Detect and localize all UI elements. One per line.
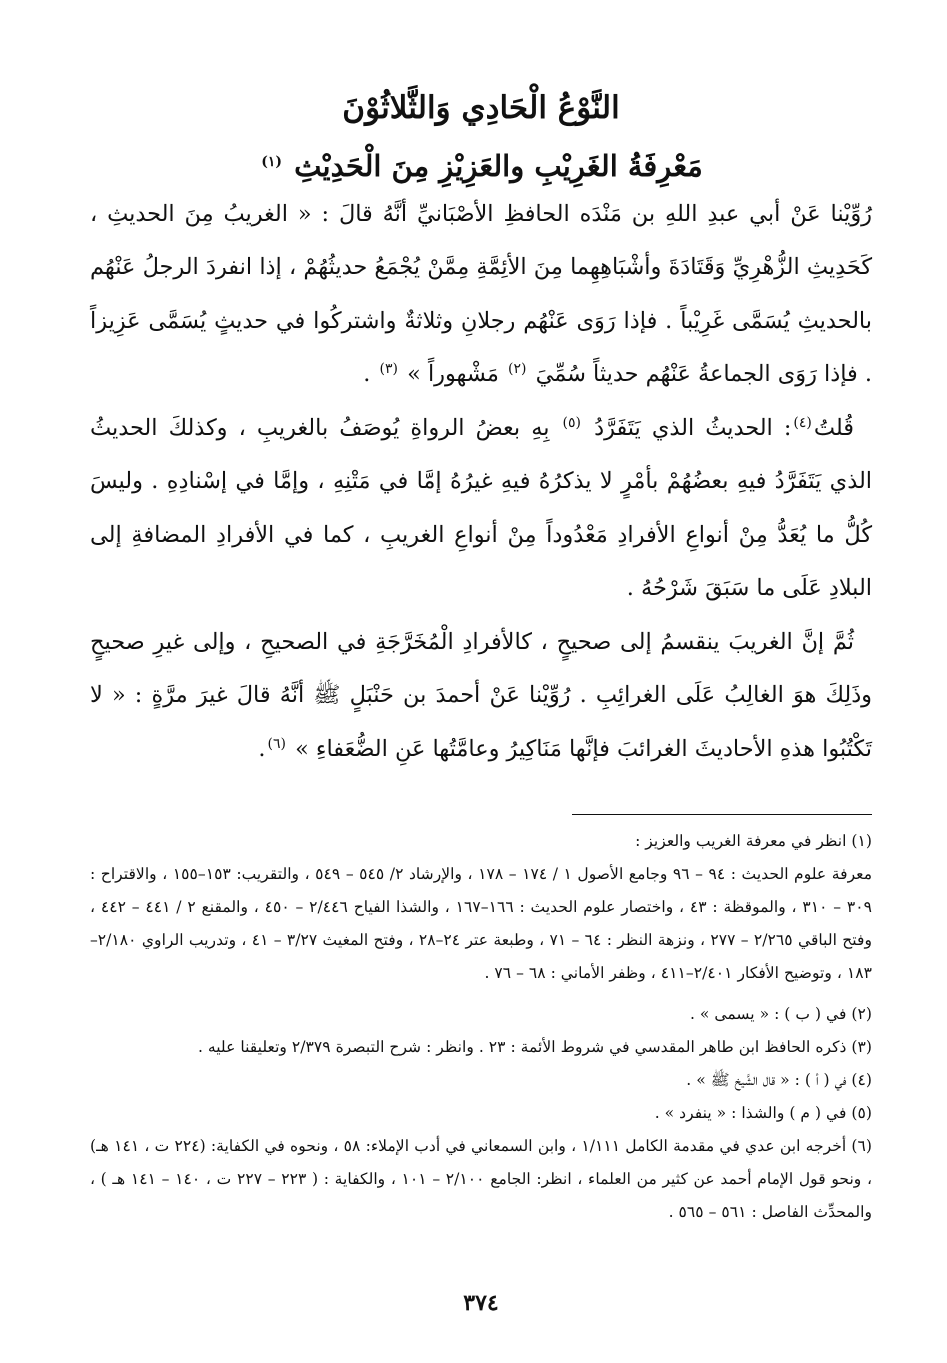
footnote-ref-1: (١) <box>261 153 282 170</box>
footnote-separator <box>572 814 872 815</box>
paragraph-2-start: قُلتُ <box>813 414 854 441</box>
footnote-ref-4: (٤) <box>793 414 812 431</box>
paragraph-1-tail: مَشْهوراً » <box>407 361 499 388</box>
paragraph-3-text: ثُمَّ إنَّ الغريبَ ينقسمُ إلى صحيحٍ ، كالأفرادِ الْمُخَرَّجَةِ في الصحيحِ ، وإلى غيرِ صحيحٍ وذَلِكَ هوَ الغالِبُ عَلَى الغرائِبِ . رُوِّيْنا عَنْ أحمدَ بن حَنْبَلٍ ﷺ أنَّهُ قالَ غيرَ مرَّةٍ : « لا تَكْتُبُوا هذهِ الأحاديثَ الغرائبَ فإنَّها مَنَاكِيرُ وعامَّتُها عَنِ الضُّعَفاءِ » <box>90 628 872 762</box>
book-page <box>90 78 872 1348</box>
paragraph-3-end: . <box>258 735 266 762</box>
footnote-ref-3: (٣) <box>379 361 398 378</box>
chapter-subtitle-text: مَعْرِفَةُ الغَرِيْبِ والعَزِيْزِ مِنَ الْحَدِيْثِ <box>294 149 703 184</box>
footnote-1-body: معرفة علوم الحديث : ٩٤ – ٩٦ وجامع الأصول ١ / ١٧٤ – ١٧٨ ، والإرشاد ٢/ ٥٤٥ – ٥٤٩ ، والتقريب: ١٥٣–١٥٥ ، والاقتراح : ٣٠٩ – ٣١٠ ، والموقظة : ٤٣ ، واختصار علوم الحديث : ١٦٦–١٦٧ ، والشذا الفياح ٢/٤٤٦ – ٤٥٠ ، والمقنع ٢ / ٤٤١ – ٤٤٢ ، وفتح الباقي ٢/٢٦٥ – ٢٧٧ ، ونزهة النظر : ٦٤ – ٧١ ، وطبعة عتر ٢٤–٢٨ ، وفتح المغيث ٣/٢٧ – ٤١ ، وتدريب الراوي ٢/١٨٠–١٨٣ ، وتوضيح الأفكار ٢/٤٠١–٤١١ ، وظفر الأماني : ٦٨ – ٧٦ . <box>90 865 873 983</box>
footnote-ref-2: (٢) <box>507 361 527 378</box>
chapter-title: النَّوْعُ الْحَادِي وَالثَّلاثُوْنَ <box>342 90 620 126</box>
paragraph-1 <box>90 188 872 402</box>
footnote-ref-5: (٥) <box>562 414 582 431</box>
footnote-4: (٤) في ( أ ) : « قال الشَّيخ ﷺ » . <box>686 1071 872 1090</box>
chapter-subtitle <box>90 149 872 184</box>
paragraph-3 <box>90 616 872 777</box>
footnote-2: (٢) في ( ب ) : « يسمى » . <box>689 1005 872 1024</box>
paragraph-1-text: رُوِّيْنا عَنْ أبي عبدِ اللهِ بن مَنْدَه الحافظِ الأصْبَانيِّ أنَّهُ قالَ : « الغريبُ مِنَ الحديثِ ، كَحَدِيثِ الزُّهْرِيِّ وَقَتَادَةَ وأشْبَاهِهِما مِنَ الأئِمَّةِ مِمَّنْ يُجْمَعُ حديثُهُمْ ، إذا انفردَ الرجلُ عَنْهُم بالحديثِ يُسَمَّى غَرِيْباً . فإذا رَوَى عَنْهُم رجلانِ وثلاثةٌ واشتركُوا في حديثٍ يُسَمَّى عَزِيزاً . فإذا رَوَى الجماعةُ عَنْهُم حديثاً سُمِّيَ <box>90 200 872 388</box>
footnote-5: (٥) في ( م ) والشذا : « ينفرد » . <box>654 1104 872 1123</box>
main-text <box>90 188 872 777</box>
paragraph-2-mid: : الحديثُ الذي يَتَفَرَّدُ <box>594 414 792 441</box>
footnotes <box>90 825 872 1229</box>
footnote-1-heading: (١) انظر في معرفة الغريب والعزيز : <box>635 832 872 851</box>
footnote-3: (٣) ذكره الحافظ ابن طاهر المقدسي في شروط الأئمة : ٢٣ . وانظر : شرح التبصرة ٢/٣٧٩ وتعليقنا عليه . <box>197 1038 872 1057</box>
footnote-6: (٦) أخرجه ابن عدي في مقدمة الكامل ١/١١١ ، وابن السمعاني في أدب الإملاء: ٥٨ ، ونحوه في الكفاية: (٢٢٤ ت ، ١٤١ هـ) ، ونحو قول الإمام أحمد عن كثير من العلماء ، انظر: الجامع ٢/١٠٠ – ١٠١ ، والكفاية : ( ٢٢٣ – ٢٢٧ ت ، ١٤٠ – ١٤١ هـ ) ، والمحدِّث الفاصل : ٥٦١ – ٥٦٥ . <box>90 1137 872 1222</box>
footnote-ref-6: (٦) <box>267 735 286 752</box>
paragraph-2 <box>90 402 872 616</box>
page-number: ٣٧٤ <box>463 1290 499 1316</box>
paragraph-1-end: . <box>363 361 371 388</box>
paragraph-2-rest: بِهِ بعضُ الرواةِ يُوصَفُ بالغريبِ ، وكذلكَ الحديثُ الذي يَتَفَرَّدُ فيهِ بعضُهُمْ بأمْرٍ لا يذكرُهُ فيهِ غيرُهُ إمَّا في مَتْنِهِ ، وإمَّا في إسْنادِهِ . وليسَ كُلُّ ما يُعَدُّ مِنْ أنواعِ الأفرادِ مَعْدُوداً مِنْ أنواعِ الغريبِ ، كما في الأفرادِ المضافةِ إلى البلادِ عَلَى ما سَبَقَ شَرْحُهُ . <box>90 414 872 602</box>
